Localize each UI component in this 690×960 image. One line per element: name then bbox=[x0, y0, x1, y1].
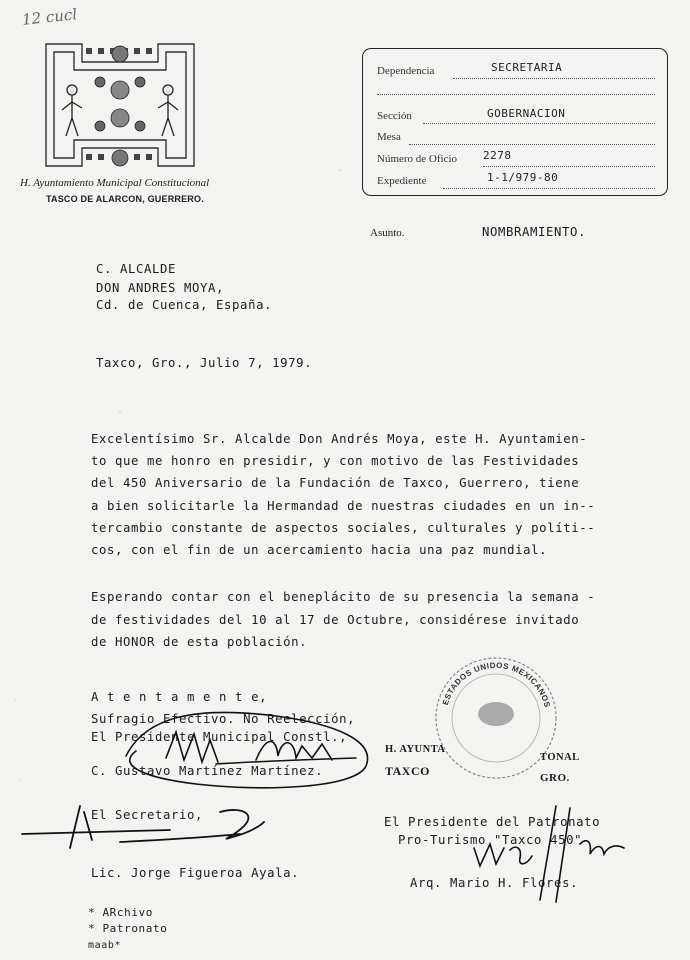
paragraph1-line: cos, con el fin de un acercamiento hacia una paz mundial. bbox=[91, 543, 548, 557]
asunto-value: NOMBRAMIENTO. bbox=[482, 225, 587, 239]
paragraph2-line: Esperando contar con el beneplácito de su presencia la semana - bbox=[91, 590, 596, 604]
date-line: Taxco, Gro., Julio 7, 1979. bbox=[96, 356, 313, 370]
paragraph1-line: to que me honro en presidir, y con motivo de las Festividades bbox=[91, 454, 580, 468]
patronato-name: Arq. Mario H. Flores. bbox=[410, 876, 579, 890]
paragraph1-line: tercambio constante de aspectos sociales, culturales y políti-- bbox=[91, 521, 596, 535]
expediente-value: 1-1/979-80 bbox=[487, 171, 559, 184]
ccp-archivo: * ARchivo bbox=[88, 906, 154, 919]
coat-of-arms-logo bbox=[42, 40, 198, 170]
patronato-title-2: Pro-Turismo "Taxco 450" bbox=[398, 833, 583, 847]
seccion-label: Sección bbox=[377, 110, 412, 122]
paragraph2-line: de HONOR de esta población. bbox=[91, 635, 308, 649]
asunto-label: Asunto. bbox=[370, 227, 405, 239]
oficio-value: 2278 bbox=[483, 149, 512, 162]
recipient-line-3: Cd. de Cuenca, España. bbox=[96, 298, 273, 312]
paragraph1-line: del 450 Aniversario de la Fundación de Taxco, Guerrero, tiene bbox=[91, 476, 580, 490]
patronato-signature bbox=[460, 800, 630, 910]
ccp-patronato: * Patronato bbox=[88, 922, 168, 935]
paragraph1-line: Excelentísimo Sr. Alcalde Don Andrés Moya, este H. Ayuntamien- bbox=[91, 432, 588, 446]
mesa-label: Mesa bbox=[377, 131, 401, 143]
stamp-tonal: TONAL bbox=[540, 752, 580, 763]
reference-box bbox=[362, 48, 668, 196]
svg-text:ESTADOS UNIDOS MEXICANOS bbox=[441, 661, 552, 709]
handwritten-note: 12 cucl bbox=[21, 5, 78, 29]
dependencia-value: SECRETARIA bbox=[491, 61, 563, 74]
initials: maab* bbox=[88, 940, 122, 951]
seccion-value: GOBERNACION bbox=[487, 107, 566, 120]
secretario-signature bbox=[20, 796, 280, 856]
recipient-line-2: DON ANDRES MOYA, bbox=[96, 281, 225, 295]
presidente-municipal-title: El Presidente Municipal Constl., bbox=[91, 730, 348, 744]
official-seal bbox=[426, 648, 566, 788]
dependencia-label: Dependencia bbox=[377, 65, 435, 77]
patronato-title-1: El Presidente del Patronato bbox=[384, 815, 601, 829]
org-name: H. Ayuntamiento Municipal Constitucional bbox=[20, 177, 210, 189]
expediente-label: Expediente bbox=[377, 175, 427, 187]
paragraph2-line: de festividades del 10 al 17 de Octubre, considérese invitado bbox=[91, 613, 580, 627]
secretario-title: El Secretario, bbox=[91, 808, 204, 822]
presidente-signature bbox=[106, 696, 396, 796]
secretario-name: Lic. Jorge Figueroa Ayala. bbox=[91, 866, 300, 880]
stamp-gro: GRO. bbox=[540, 772, 570, 784]
presidente-municipal-name: C. Gustavo Martínez Martínez. bbox=[91, 764, 324, 778]
stamp-taxco: TAXCO bbox=[385, 764, 430, 778]
oficio-label: Número de Oficio bbox=[377, 153, 458, 165]
atentamente: A t e n t a m e n t e, bbox=[91, 690, 268, 704]
org-location: TASCO DE ALARCON, GUERRERO. bbox=[46, 194, 204, 204]
stamp-ayunta: H. AYUNTA bbox=[385, 744, 446, 755]
recipient-line-1: C. ALCALDE bbox=[96, 262, 177, 276]
paragraph1-line: a bien solicitarle la Hermandad de nuestras ciudades en un in-- bbox=[91, 499, 596, 513]
sufragio-efectivo: Sufragio Efectivo. No Reelección, bbox=[91, 712, 356, 726]
seal-ring-text: ESTADOS UNIDOS MEXICANOS bbox=[440, 660, 552, 709]
